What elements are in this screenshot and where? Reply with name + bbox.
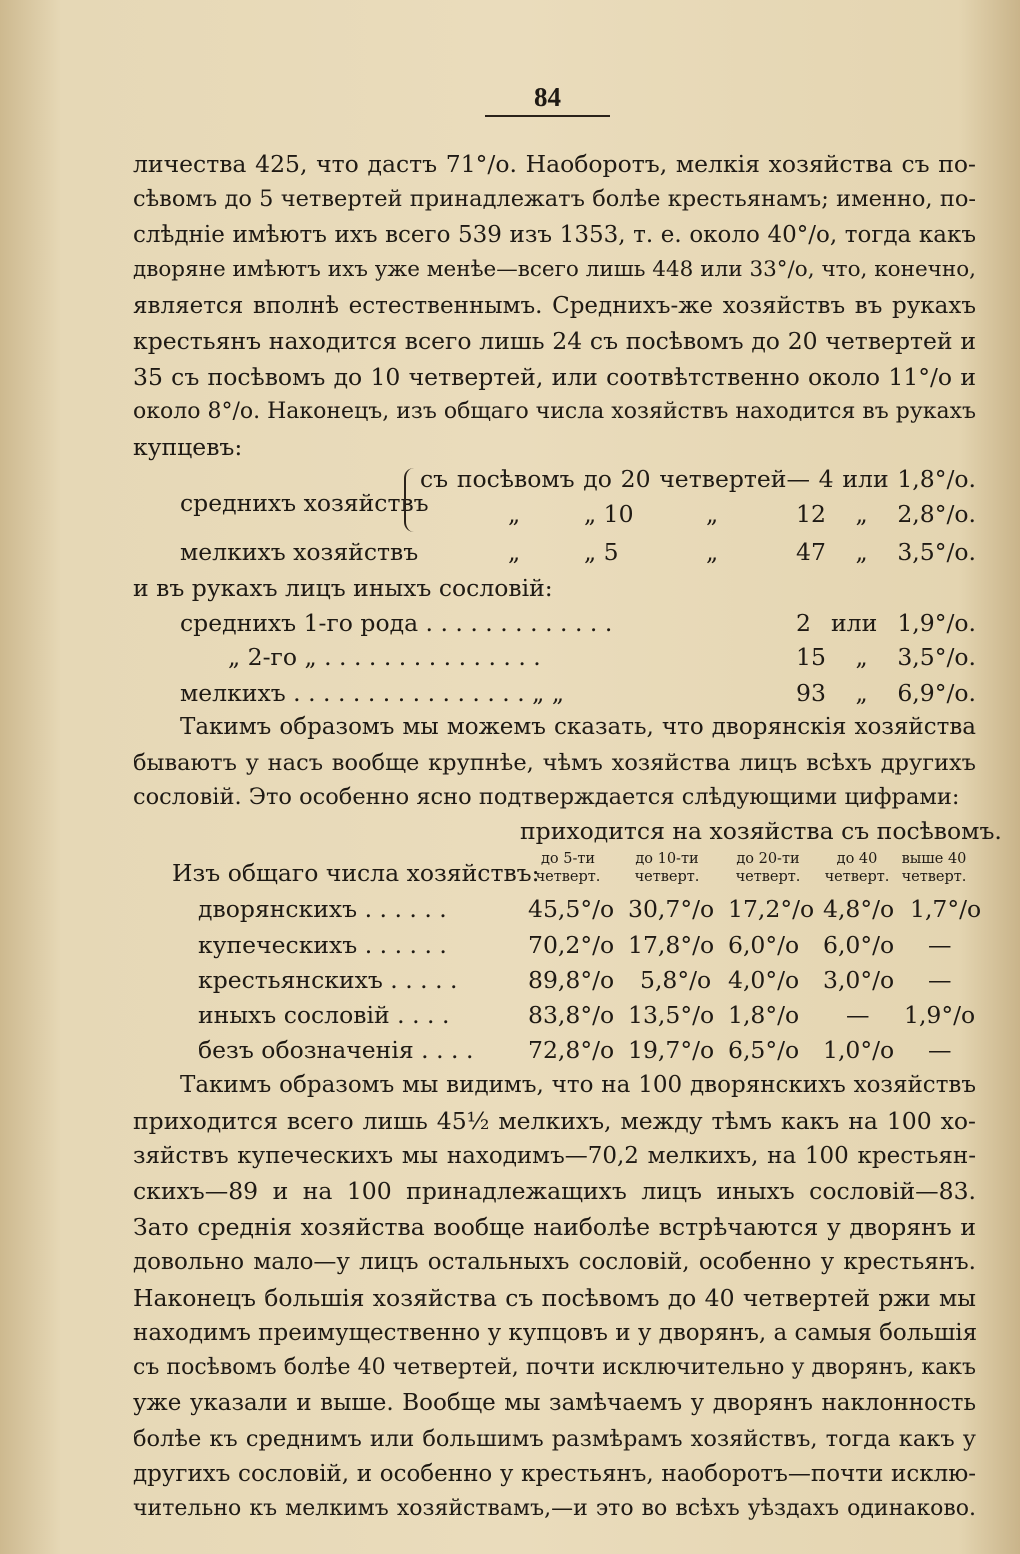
table-cell: 30,7°/о [628, 895, 715, 923]
table-row [0, 998, 1020, 1032]
table-row-label: иныхъ сословій . . . . [198, 1001, 450, 1029]
table-cell: — [928, 1036, 952, 1064]
merchants-row: съ посѣвомъ до 20 четвертей— 4 или 1,8°/о. [420, 465, 976, 493]
text-line: 35 съ посѣвомъ до 10 четвертей, или соотвѣтственно около 11°/о и [133, 363, 976, 391]
table-cell: 70,2°/о [528, 931, 615, 959]
table-cell: 6,0°/о [823, 931, 895, 959]
table-cell: 3,0°/о [823, 966, 895, 994]
table-cell: 83,8°/о [528, 1001, 615, 1029]
merchants-row-ditto: „ [706, 500, 719, 528]
table-cell: 89,8°/о [528, 966, 615, 994]
table-cell: 1,8°/о [728, 1001, 800, 1029]
merchants-row-share: 47 „ 3,5°/о. [796, 538, 976, 566]
table-row [0, 1033, 1020, 1067]
table-cell: 5,8°/о [640, 966, 712, 994]
merchants-row-ditto: „ [508, 500, 521, 528]
merchants-row-ditto: „ [508, 538, 521, 566]
text-line: находимъ преимущественно у купцовъ и у дворянъ, а самыя большія [133, 1320, 978, 1346]
text-line: личества 425, что дастъ 71°/о. Наоборотъ, мелкія хозяйства съ по- [133, 150, 976, 178]
table-cell: 45,5°/о [528, 895, 615, 923]
text-line: зяйствъ купеческихъ мы находимъ—70,2 мелкихъ, на 100 крестьян- [133, 1143, 976, 1169]
merchants-row-value: „ 10 [584, 500, 634, 528]
text-line: Такимъ образомъ мы видимъ, что на 100 дворянскихъ хозяйствъ [180, 1072, 976, 1098]
text-line: съ посѣвомъ болѣе 40 четвертей, почти исключительно у дворянъ, какъ [133, 1355, 976, 1380]
table-cell: — [928, 966, 952, 994]
other-estate-label: мелкихъ . . . . . . . . . . . . . . . . „ „ [180, 679, 564, 707]
table-stub-header: Изъ общаго числа хозяйствъ: [172, 859, 540, 887]
text-line: дворяне имѣютъ ихъ уже менѣе—всего лишь 448 или 33°/о, что, конечно, [133, 257, 976, 282]
text-line: скихъ—89 и на 100 принадлежащихъ лицъ иныхъ сословій—83. [133, 1177, 976, 1205]
table-cell: 17,2°/о [728, 895, 815, 923]
table-cell: 1,0°/о [823, 1036, 895, 1064]
text-line: около 8°/о. Наконецъ, изъ общаго числа хозяйствъ находится въ рукахъ [133, 399, 977, 424]
text-line: уже указали и выше. Вообще мы замѣчаемъ у дворянъ наклонность [133, 1390, 976, 1416]
merchants-small-label: мелкихъ хозяйствъ [180, 538, 419, 566]
table-row [0, 963, 1020, 997]
table-row-label: дворянскихъ . . . . . . [198, 895, 447, 923]
other-estate-value: 93 „ 6,9°/о. [796, 679, 976, 707]
table-cell: 13,5°/о [628, 1001, 715, 1029]
table-cell: 4,8°/о [823, 895, 895, 923]
table-cell: 19,7°/о [628, 1036, 715, 1064]
other-estate-label: среднихъ 1-го рода . . . . . . . . . . . . . [180, 609, 613, 637]
merchants-middle-label: среднихъ хозяйствъ [180, 489, 429, 517]
text-line: довольно мало—у лицъ остальныхъ сословій, особенно у крестьянъ. [133, 1249, 976, 1275]
table-column-header: выше 40 четверт. [901, 851, 967, 885]
table-cell: 6,0°/о [728, 931, 800, 959]
table-cell: 1,7°/о [910, 895, 982, 923]
other-estate-value: 15 „ 3,5°/о. [796, 643, 976, 671]
merchants-row-share: 12 „ 2,8°/о. [796, 500, 976, 528]
text-line: приходится всего лишь 45½ мелкихъ, между тѣмъ какъ на 100 хо- [133, 1107, 976, 1135]
merchants-row-value: „ 5 [584, 538, 619, 566]
table-column-header: до 40 четверт. [824, 851, 890, 885]
text-line: бываютъ у насъ вообще крупнѣе, чѣмъ хозяйства лицъ всѣхъ другихъ [133, 750, 976, 776]
text-line: купцевъ: [133, 433, 243, 461]
text-line: слѣдніе имѣютъ ихъ всего 539 изъ 1353, т. е. около 40°/о, тогда какъ [133, 222, 976, 248]
table-row [0, 928, 1020, 962]
text-line: болѣе къ среднимъ или большимъ размѣрамъ хозяйствъ, тогда какъ у [133, 1426, 976, 1452]
merchants-row-ditto: „ [706, 538, 719, 566]
text-line: является вполнѣ естественнымъ. Среднихъ-же хозяйствъ въ рукахъ [133, 293, 976, 319]
brace [404, 468, 420, 532]
text-line: сословій. Это особенно ясно подтверждается слѣдующими цифрами: [133, 784, 960, 810]
table-row-label: безъ обозначенія . . . . [198, 1036, 474, 1064]
other-estate-value: 2 или 1,9°/о. [796, 609, 976, 637]
table-cell: 17,8°/о [628, 931, 715, 959]
table-cell: 1,9°/о [904, 1001, 976, 1029]
text-line: Наконецъ большія хозяйства съ посѣвомъ до 40 четвертей ржи мы [133, 1284, 976, 1312]
table-row-label: крестьянскихъ . . . . . [198, 966, 458, 994]
text-line: сѣвомъ до 5 четвертей принадлежатъ болѣе крестьянамъ; именно, по- [133, 186, 976, 212]
other-estate-label: „ 2-го „ . . . . . . . . . . . . . . . [228, 643, 541, 671]
table-column-header: до 20-ти четверт. [735, 851, 801, 885]
table-cell: — [928, 931, 952, 959]
table-column-header: до 5-ти четверт. [535, 851, 601, 885]
table-row [0, 892, 1020, 926]
page-number: 84 [485, 82, 610, 117]
text-line: чительно къ мелкимъ хозяйствамъ,—и это во всѣхъ уѣздахъ одинаково. [133, 1496, 976, 1521]
table-cell: 4,0°/о [728, 966, 800, 994]
text-line: другихъ сословій, и особенно у крестьянъ, наоборотъ—почти исклю- [133, 1461, 976, 1487]
table-cell: 72,8°/о [528, 1036, 615, 1064]
text-line: Зато среднія хозяйства вообще наиболѣе встрѣчаются у дворянъ и [133, 1213, 976, 1241]
text-line: крестьянъ находится всего лишь 24 съ посѣвомъ до 20 четвертей и [133, 327, 976, 355]
table-caption: приходится на хозяйства съ посѣвомъ. [520, 817, 1002, 845]
table-column-header: до 10-ти четверт. [634, 851, 700, 885]
table-row-label: купеческихъ . . . . . . [198, 931, 447, 959]
text-line: Такимъ образомъ мы можемъ сказать, что дворянскія хозяйства [180, 714, 976, 740]
other-estates-intro: и въ рукахъ лицъ иныхъ сословій: [133, 574, 553, 602]
table-cell: 6,5°/о [728, 1036, 800, 1064]
table-cell: — [846, 1001, 870, 1029]
